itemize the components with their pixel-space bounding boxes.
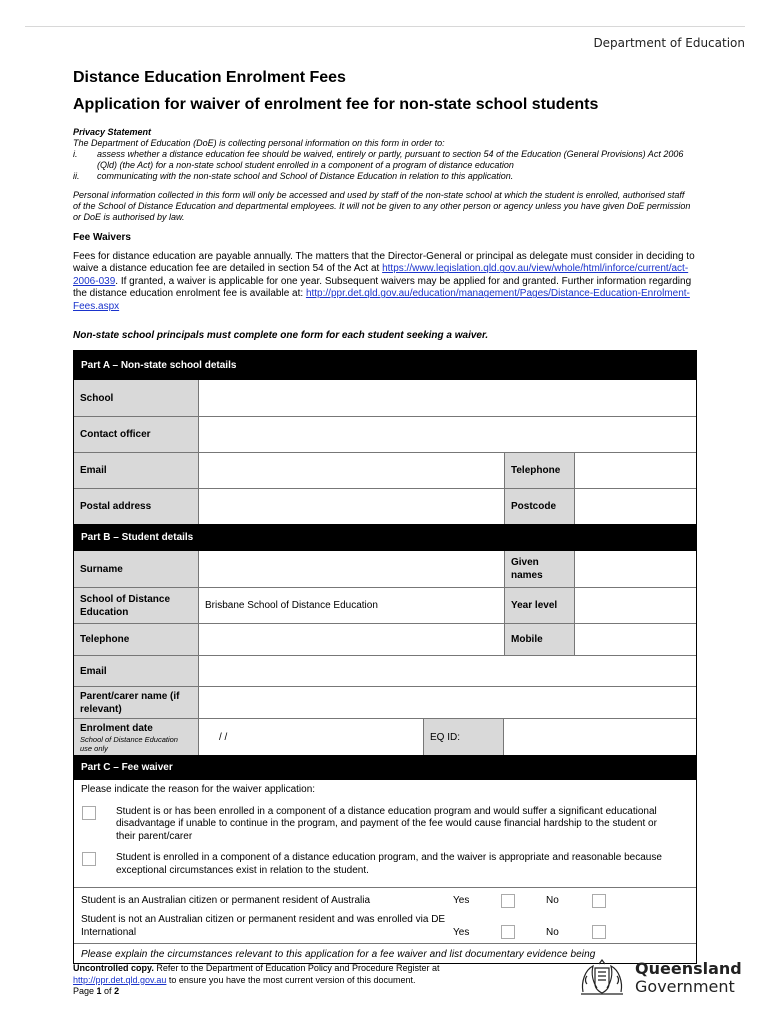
reason-prompt: Please indicate the reason for the waiver application: bbox=[81, 784, 316, 795]
page-current: 1 bbox=[96, 986, 102, 996]
contact-officer-label: Contact officer bbox=[74, 417, 198, 452]
student-email-label: Email bbox=[74, 656, 198, 686]
surname-row bbox=[74, 551, 696, 587]
enrolment-date-label bbox=[74, 719, 198, 755]
citizen-no-label: No bbox=[546, 894, 559, 906]
nonstate-instruction: Non-state school principals must complete one form for each student seeking a waiver. bbox=[73, 330, 489, 341]
reason-option-1 bbox=[74, 806, 696, 844]
logo-line-2: Government bbox=[635, 977, 735, 996]
eq-id-label: EQ ID: bbox=[423, 719, 503, 755]
postal-address-field[interactable] bbox=[198, 489, 504, 524]
eq-id-field[interactable] bbox=[503, 719, 696, 755]
international-question: Student is not an Australian citizen or permanent resident and was enrolled via DE International bbox=[81, 914, 446, 938]
fee-waivers-text-2: . If granted, a waiver is applicable for one year. Subsequent waivers may be applied for and granted. Further information regarding the distance education enrolment fee is available at: bbox=[73, 275, 692, 300]
school-email-row bbox=[74, 452, 696, 488]
school-row bbox=[74, 380, 696, 416]
privacy-item-num: ii. bbox=[73, 171, 80, 181]
logo-line-1: Queensland bbox=[635, 959, 742, 978]
enrolment-row bbox=[74, 718, 696, 755]
privacy-item-text: communicating with the non-state school and School of Distance Education in relation to this application. bbox=[97, 171, 514, 181]
student-telephone-field[interactable] bbox=[198, 624, 504, 655]
school-telephone-label: Telephone bbox=[504, 453, 574, 488]
surname-field[interactable] bbox=[198, 551, 504, 587]
citizen-yes-checkbox[interactable] bbox=[501, 894, 515, 908]
reason-option-2 bbox=[74, 852, 696, 877]
citizen-no-checkbox[interactable] bbox=[592, 894, 606, 908]
school-email-field[interactable] bbox=[198, 453, 504, 488]
ppr-fees-link[interactable]: http://ppr.det.qld.gov.au/education/management/Pages/Distance-Education-Enrolment-Fees.aspx bbox=[73, 288, 690, 312]
school-telephone-field[interactable] bbox=[574, 453, 696, 488]
reason-block bbox=[74, 780, 696, 887]
student-telephone-row bbox=[74, 623, 696, 655]
reason-2-checkbox[interactable] bbox=[82, 852, 96, 866]
fee-waivers-title: Fee Waivers bbox=[73, 232, 131, 243]
sde-field[interactable]: Brisbane School of Distance Education bbox=[198, 588, 504, 623]
fee-waivers-text bbox=[73, 251, 697, 313]
mobile-label: Mobile bbox=[504, 624, 574, 655]
student-telephone-label: Telephone bbox=[74, 624, 198, 655]
header-rule bbox=[25, 26, 745, 27]
logo-words bbox=[635, 960, 742, 996]
privacy-item bbox=[73, 149, 693, 171]
postcode-field[interactable] bbox=[574, 489, 696, 524]
international-question-row bbox=[81, 914, 690, 939]
page-total: 2 bbox=[114, 986, 120, 996]
parent-carer-label: Parent/carer name (if relevant) bbox=[74, 687, 198, 718]
fee-waivers-text-1: Fees for distance education are payable annually. The matters that the Director-General or principal as delegate must consider in deciding to waive a distance education fee are detailed in section 54 of the Act at bbox=[73, 251, 695, 275]
contact-officer-field[interactable] bbox=[198, 417, 696, 452]
footer-line-2 bbox=[73, 975, 440, 987]
page-prefix: Page bbox=[73, 986, 97, 996]
mobile-field[interactable] bbox=[574, 624, 696, 655]
part-c-header: Part C – Fee waiver bbox=[74, 755, 696, 780]
footer bbox=[73, 963, 440, 998]
footer-text-1: Refer to the Department of Education Policy and Procedure Register at bbox=[153, 963, 440, 973]
page-number bbox=[73, 986, 440, 998]
school-label: School bbox=[74, 380, 198, 416]
enrolment-date-title: Enrolment date bbox=[80, 722, 153, 734]
legislation-link[interactable]: https://www.legislation.qld.gov.au/view/whole/html/inforce/current/act-2006-039 bbox=[73, 263, 689, 287]
privacy-intro: The Department of Education (DoE) is collecting personal information on this form in order to: bbox=[73, 138, 445, 148]
international-yes-checkbox[interactable] bbox=[501, 925, 515, 939]
uncontrolled-copy: Uncontrolled copy. bbox=[73, 963, 154, 973]
parent-row bbox=[74, 686, 696, 718]
year-level-label: Year level bbox=[504, 588, 574, 623]
footer-line-1 bbox=[73, 963, 440, 975]
footer-text-2: to ensure you have the most current version of this document. bbox=[166, 974, 416, 985]
application-form bbox=[73, 350, 697, 964]
page-mid: of bbox=[101, 986, 115, 996]
enrolment-date-subnote: School of Distance Education use only bbox=[80, 734, 178, 753]
postal-address-label: Postal address bbox=[74, 489, 198, 524]
explain-instruction: Please explain the circumstances relevant to this application for a fee waiver and list documentary evidence being bbox=[74, 943, 696, 963]
citizen-question: Student is an Australian citizen or permanent resident of Australia bbox=[81, 894, 371, 906]
privacy-item-num: i. bbox=[73, 149, 78, 159]
ppr-link[interactable]: http://ppr.det.qld.gov.au bbox=[73, 974, 167, 985]
student-email-row bbox=[74, 655, 696, 686]
international-no-checkbox[interactable] bbox=[592, 925, 606, 939]
postal-row bbox=[74, 488, 696, 524]
enrolment-date-field[interactable]: / / bbox=[198, 719, 423, 755]
international-no-label: No bbox=[546, 926, 559, 938]
sde-row bbox=[74, 587, 696, 623]
privacy-title: Privacy Statement bbox=[73, 127, 152, 137]
queensland-government-logo bbox=[577, 958, 745, 998]
student-email-field[interactable] bbox=[198, 656, 696, 686]
given-names-label: Given names bbox=[504, 551, 574, 587]
privacy-item bbox=[73, 171, 693, 182]
citizen-yes-label: Yes bbox=[453, 894, 470, 906]
document-title: Distance Education Enrolment Fees bbox=[73, 69, 346, 86]
school-field[interactable] bbox=[198, 380, 696, 416]
surname-label: Surname bbox=[74, 551, 198, 587]
international-yes-label: Yes bbox=[453, 926, 470, 938]
personal-info-note: Personal information collected in this form will only be accessed and used by staff of the non-state school at which the student is enrolled, authorised staff of the School of Distance Education and departmental employees. It will not be given to any other person or agency unless you have given DoE permission or DoE is authorised by law. bbox=[73, 190, 691, 222]
year-level-field[interactable] bbox=[574, 588, 696, 623]
citizenship-block bbox=[74, 887, 696, 943]
coat-of-arms-icon bbox=[577, 958, 627, 998]
part-b-header: Part B – Student details bbox=[74, 524, 696, 551]
reason-1-checkbox[interactable] bbox=[82, 806, 96, 820]
school-email-label: Email bbox=[74, 453, 198, 488]
sde-label: School of Distance Education bbox=[74, 588, 198, 623]
privacy-item-text: assess whether a distance education fee should be waived, entirely or partly, pursuant to section 54 of the Education (General Provisions) Act 2006 (Qld) (the Act) for a non-state school student enrolled in a component of a program of distance education bbox=[97, 149, 684, 170]
given-names-field[interactable] bbox=[574, 551, 696, 587]
part-a-header: Part A – Non-state school details bbox=[74, 351, 696, 380]
reason-1-text: Student is or has been enrolled in a component of a distance education program and would suffer a significant educational disadvantage if unable to continue in the program, and payment of the fee would cause financial hardship to the student or their parent/carer bbox=[116, 805, 657, 842]
department-name: Department of Education bbox=[593, 36, 745, 50]
privacy-statement bbox=[73, 127, 693, 182]
contact-row bbox=[74, 416, 696, 452]
postcode-label: Postcode bbox=[504, 489, 574, 524]
parent-carer-field[interactable] bbox=[198, 687, 696, 718]
citizen-question-row bbox=[81, 893, 690, 909]
document-subtitle: Application for waiver of enrolment fee for non-state school students bbox=[73, 96, 599, 113]
reason-2-text: Student is enrolled in a component of a distance education program, and the waiver is appropriate and reasonable because exceptional circumstances exist in relation to the student. bbox=[116, 852, 662, 876]
